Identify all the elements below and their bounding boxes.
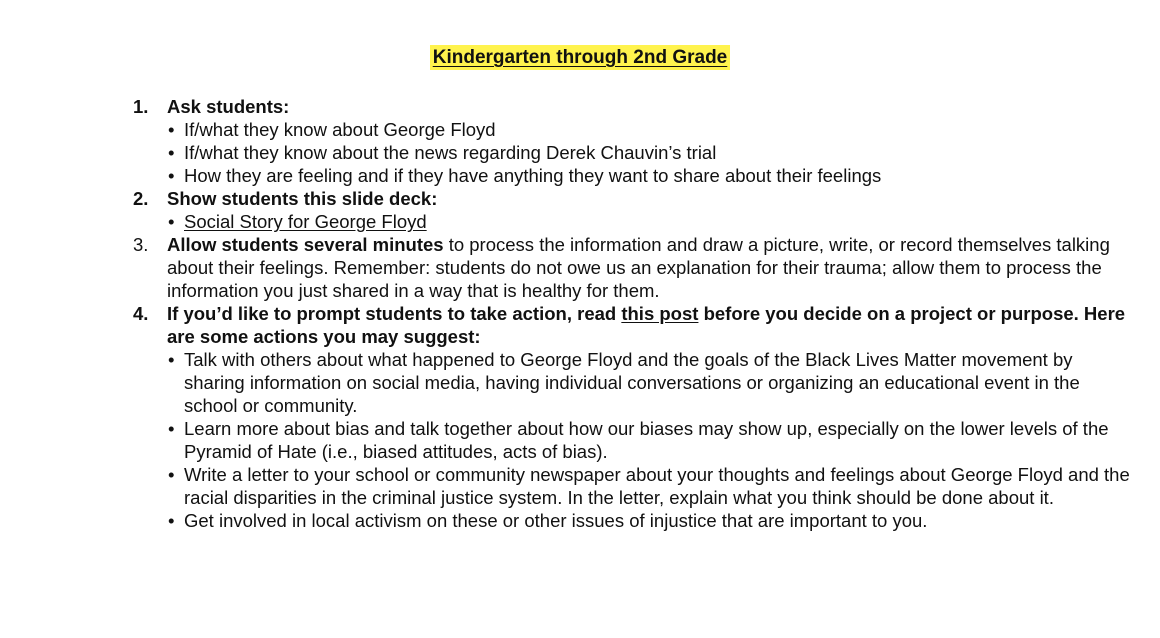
list-item-1 [133, 95, 1133, 187]
item-paragraph [167, 233, 1133, 302]
this-post-link[interactable]: this post [621, 303, 699, 324]
item-number: 3. [133, 234, 149, 255]
sub-bullet-text: Talk with others about what happened to George Floyd and the goals of the Black Lives Matter movement by sharing information on social media, having individual conversations or organizing an educational event in the school or community. [184, 349, 1080, 416]
sub-bullet [167, 463, 1133, 509]
sub-bullet [167, 141, 1133, 164]
sub-bullet [167, 417, 1133, 463]
sub-bullet-text: Write a letter to your school or community newspaper about your thoughts and feelings about George Floyd and the racial disparities in the criminal justice system. In the letter, explain what you think should be done about it. [184, 464, 1130, 508]
sub-bullet-text: If/what they know about George Floyd [184, 119, 496, 140]
list-item-2 [133, 187, 1133, 233]
title-wrap [0, 45, 1160, 70]
page-title: Kindergarten through 2nd Grade [430, 45, 731, 70]
bullet-icon: • [168, 211, 175, 232]
item-heading [167, 302, 1133, 348]
item-number: 4. [133, 303, 149, 324]
sub-bullet [167, 118, 1133, 141]
item-number: 2. [133, 188, 149, 209]
item-bold-lead: Allow students several minutes [167, 234, 444, 255]
list-item-3 [133, 233, 1133, 302]
sub-bullet [167, 210, 1133, 233]
bullet-icon: • [168, 142, 175, 163]
social-story-link[interactable]: Social Story for George Floyd [184, 211, 427, 232]
heading-text-before-link: If you’d like to prompt students to take action, read [167, 303, 622, 324]
sub-bullet-text: If/what they know about the news regarding Derek Chauvin’s trial [184, 142, 717, 163]
bullet-icon: • [168, 418, 175, 439]
item-heading: Show students this slide deck: [167, 188, 438, 209]
item-heading: Ask students: [167, 96, 290, 117]
item-text: to process the information and draw a picture, write, or record themselves talking about their feelings. Remember: students do not owe us an explanation for their trauma; allow them to process the information you just shared in a way that is healthy for them. [167, 234, 1110, 301]
sub-bullet-text: Get involved in local activism on these or other issues of injustice that are important to you. [184, 510, 928, 531]
bullet-icon: • [168, 165, 175, 186]
heading-text-after-link: before you decide on a project or purpose. Here are some actions you may suggest: [167, 303, 1126, 347]
numbered-list [133, 95, 1133, 532]
bullet-icon: • [168, 119, 175, 140]
bullet-icon: • [168, 464, 175, 485]
sub-bullet [167, 164, 1133, 187]
list-item-4 [133, 302, 1133, 532]
sub-bullet [167, 348, 1133, 417]
sub-bullet-text: How they are feeling and if they have anything they want to share about their feelings [184, 165, 882, 186]
bullet-icon: • [168, 510, 175, 531]
sub-bullet-text: Learn more about bias and talk together about how our biases may show up, especially on the lower levels of the Pyramid of Hate (i.e., biased attitudes, acts of bias). [184, 418, 1109, 462]
sub-bullet [167, 509, 1133, 532]
item-number: 1. [133, 96, 149, 117]
bullet-icon: • [168, 349, 175, 370]
